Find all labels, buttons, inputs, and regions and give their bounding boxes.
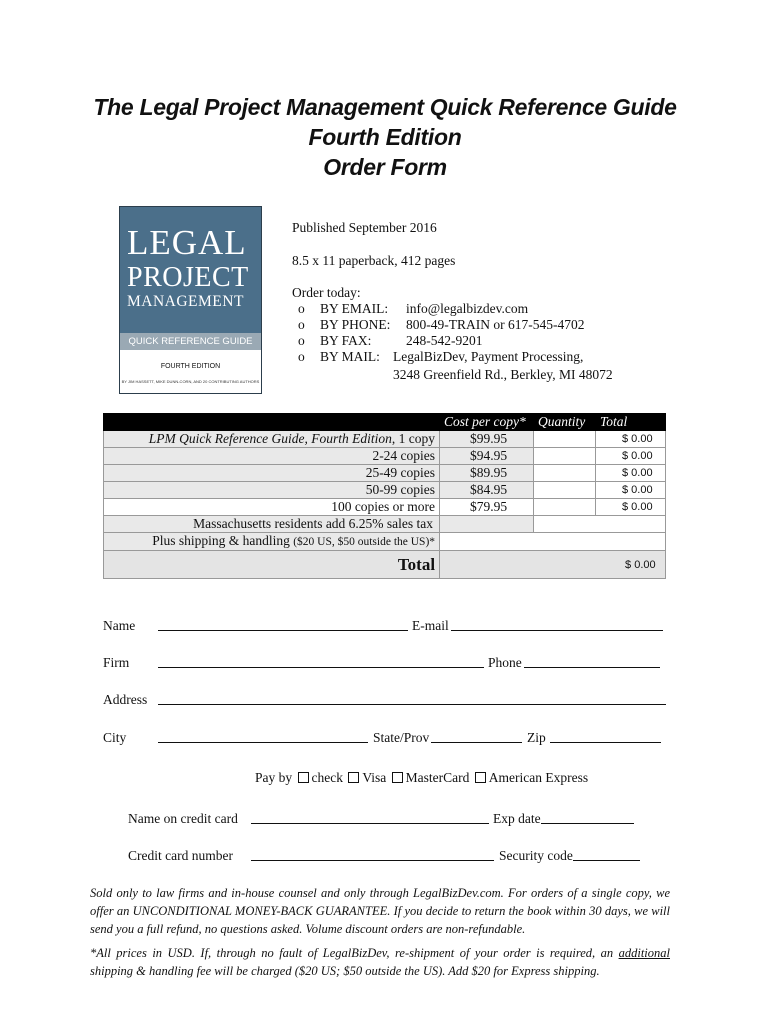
security-code-field[interactable] (573, 860, 640, 861)
cover-word-management: MANAGEMENT (127, 293, 244, 310)
row-price: $99.95 (440, 431, 534, 448)
bullet: o (298, 317, 305, 332)
book-format: 8.5 x 11 paperback, 412 pages (292, 253, 456, 268)
city-field[interactable] (158, 742, 368, 743)
row-description: 2-24 copies (104, 448, 440, 465)
name-field[interactable] (158, 630, 408, 631)
amex-checkbox[interactable] (475, 772, 486, 783)
visa-label: Visa (362, 770, 387, 785)
shipping-main: Plus shipping & handling (152, 533, 294, 548)
mastercard-checkbox[interactable] (392, 772, 403, 783)
fax-number: 248-542-9201 (406, 333, 483, 348)
check-label: check (311, 770, 343, 785)
address-label: Address (103, 692, 148, 707)
phone-label: Phone (488, 655, 522, 670)
exp-date-label: Exp date (493, 811, 541, 826)
cover-band: QUICK REFERENCE GUIDE (120, 333, 261, 350)
visa-checkbox[interactable] (348, 772, 359, 783)
tax-value[interactable] (534, 516, 666, 533)
state-field[interactable] (431, 742, 522, 743)
table-row (104, 465, 666, 482)
row-total: $ 0.00 (596, 465, 666, 482)
mail-address-line2: 3248 Greenfield Rd., Berkley, MI 48072 (393, 367, 613, 382)
shipping-detail: ($20 US, $50 outside the US)* (293, 536, 436, 548)
bullet: o (298, 301, 305, 316)
form-title: The Legal Project Management Quick Reference Guide (93, 94, 677, 120)
card-number-label: Credit card number (128, 848, 233, 863)
quantity-input[interactable] (534, 499, 596, 516)
header-cost: Cost per copy* (440, 414, 534, 431)
header-quantity: Quantity (534, 414, 596, 431)
row-description: 25-49 copies (104, 465, 440, 482)
zip-label: Zip (527, 730, 546, 745)
tax-row (104, 516, 666, 533)
cover-white-area (120, 350, 261, 393)
zip-field[interactable] (550, 742, 661, 743)
bullet: o (298, 349, 305, 364)
address-field[interactable] (158, 704, 666, 705)
state-label: State/Prov (373, 730, 430, 745)
mail-address-line1: LegalBizDev, Payment Processing, (393, 349, 584, 364)
cover-word-project: PROJECT (127, 262, 249, 293)
header-total: Total (596, 414, 666, 431)
row-total: $ 0.00 (596, 499, 666, 516)
card-name-field[interactable] (251, 823, 489, 824)
order-method-label: BY FAX: (320, 333, 372, 348)
check-checkbox[interactable] (298, 772, 309, 783)
published-date: Published September 2016 (292, 220, 437, 235)
table-header-row (104, 414, 666, 431)
order-today-label: Order today: (292, 285, 361, 300)
shipping-label (104, 533, 440, 551)
row-description (104, 431, 440, 448)
quantity-input[interactable] (534, 482, 596, 499)
table-row (104, 499, 666, 516)
table-row (104, 431, 666, 448)
row-price: $94.95 (440, 448, 534, 465)
book-cover-image (119, 206, 262, 394)
row-price: $89.95 (440, 465, 534, 482)
shipping-row (104, 533, 666, 551)
row-price: $79.95 (440, 499, 534, 516)
exp-date-field[interactable] (541, 823, 634, 824)
row-price: $84.95 (440, 482, 534, 499)
guarantee-note: Sold only to law firms and in-house counsel and only through LegalBizDev.com. For orders of a single copy, we offer an UNCONDITIONAL MONEY-BACK GUARANTEE. If you decide to return the book within 30 days, we will send you a full refund, no questions asked. Volume discount orders are non-refundable. (90, 886, 670, 936)
order-method-label: BY EMAIL: (320, 301, 389, 316)
email-label: E-mail (412, 618, 449, 633)
desc-edition: Fourth Edition (311, 431, 392, 446)
cover-word-legal: LEGAL (127, 223, 247, 262)
firm-label: Firm (103, 655, 130, 670)
total-value: $ 0.00 (440, 551, 666, 579)
payment-options (255, 770, 588, 786)
quantity-input[interactable] (534, 431, 596, 448)
quantity-input[interactable] (534, 448, 596, 465)
pricing-note-underlined: additional (618, 946, 670, 960)
desc-prefix: LPM Quick Reference Guide, (148, 431, 312, 446)
pricing-note-part1: *All prices in USD. If, through no fault of LegalBizDev, re-shipment of your order is required, an (90, 946, 619, 960)
phone-number: 800-49-TRAIN or 617-545-4702 (406, 317, 585, 332)
pricing-note (90, 944, 670, 980)
pricing-note-part2: shipping & handling fee will be charged ($20 US; $50 outside the US). Add $20 for Express shipping. (90, 964, 600, 978)
pay-by-label: Pay by (255, 770, 293, 785)
row-description: 100 copies or more (104, 499, 440, 516)
bullet: o (298, 333, 305, 348)
card-number-field[interactable] (251, 860, 494, 861)
email-field[interactable] (451, 630, 663, 631)
tax-price-blank (440, 516, 534, 533)
amex-label: American Express (488, 770, 589, 785)
phone-field[interactable] (524, 667, 660, 668)
cover-authors: BY JIM HASSETT, MIKE DUNN-CORN, AND 20 CONTRIBUTING AUTHORS (121, 379, 260, 384)
row-description: 50-99 copies (104, 482, 440, 499)
card-name-label: Name on credit card (128, 811, 238, 826)
shipping-value[interactable] (440, 533, 666, 551)
tax-label: Massachusetts residents add 6.25% sales tax (104, 516, 440, 533)
cover-edition: FOURTH EDITION (160, 363, 221, 370)
security-code-label: Security code (499, 848, 573, 863)
order-form-title: Order Form (323, 154, 447, 180)
email-link[interactable]: info@legalbizdev.com (406, 301, 529, 316)
header-blank (104, 414, 440, 431)
order-table (103, 413, 666, 579)
desc-suffix: , 1 copy (391, 431, 436, 446)
row-total: $ 0.00 (596, 448, 666, 465)
row-total: $ 0.00 (596, 482, 666, 499)
name-label: Name (103, 618, 136, 633)
quantity-input[interactable] (534, 465, 596, 482)
table-row (104, 482, 666, 499)
edition-title: Fourth Edition (308, 124, 462, 150)
order-method-label: BY PHONE: (320, 317, 391, 332)
table-row (104, 448, 666, 465)
total-label: Total (104, 551, 440, 579)
mastercard-label: MasterCard (405, 770, 470, 785)
total-row (104, 551, 666, 579)
firm-field[interactable] (158, 667, 484, 668)
row-total: $ 0.00 (596, 431, 666, 448)
order-method-label: BY MAIL: (320, 349, 380, 364)
city-label: City (103, 730, 127, 745)
